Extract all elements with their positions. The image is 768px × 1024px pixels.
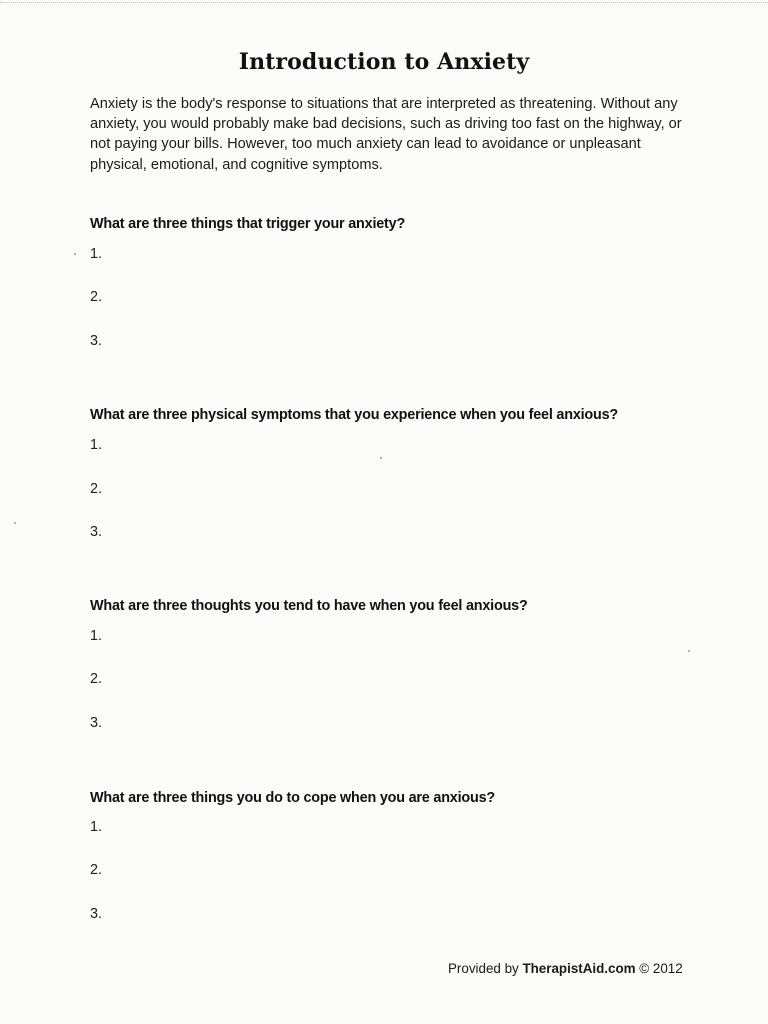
- scan-speck: [380, 457, 382, 459]
- question-triggers: What are three things that trigger your anxiety?: [90, 216, 406, 232]
- question-coping: What are three things you do to cope when you are anxious?: [90, 790, 495, 806]
- answer-number: 1.: [90, 246, 103, 262]
- answer-number: 3.: [90, 906, 103, 922]
- answer-number: 2.: [90, 481, 103, 497]
- footer-credit: [448, 961, 683, 976]
- scan-speck: [688, 650, 690, 652]
- question-physical-symptoms: What are three physical symptoms that you experience when you feel anxious?: [90, 407, 619, 423]
- scan-speck: [14, 522, 16, 524]
- page-title: Introduction to Anxiety: [238, 49, 530, 75]
- footer-brand: TherapistAid.com: [522, 961, 636, 976]
- answer-number: 2.: [90, 671, 103, 687]
- footer-prefix: Provided by: [448, 961, 519, 976]
- question-thoughts: What are three thoughts you tend to have when you feel anxious?: [90, 598, 528, 614]
- answer-number: 3.: [90, 333, 103, 349]
- scan-speck: [74, 253, 76, 255]
- answer-number: 3.: [90, 715, 103, 731]
- answer-number: 2.: [90, 862, 103, 878]
- intro-paragraph: Anxiety is the body's response to situations that are interpreted as threatening. Without any anxiety, you would probably make bad decisions, such as driving too fast on the highway, or not paying your bills. However, too much anxiety can lead to avoidance or unpleasant physical, emotional, and cognitive symptoms.: [90, 96, 682, 173]
- answer-number: 3.: [90, 524, 103, 540]
- answer-number: 2.: [90, 289, 103, 305]
- answer-number: 1.: [90, 819, 103, 835]
- answer-number: 1.: [90, 628, 103, 644]
- footer-copyright: © 2012: [639, 961, 683, 976]
- answer-number: 1.: [90, 437, 103, 453]
- scan-top-edge: [0, 2, 768, 3]
